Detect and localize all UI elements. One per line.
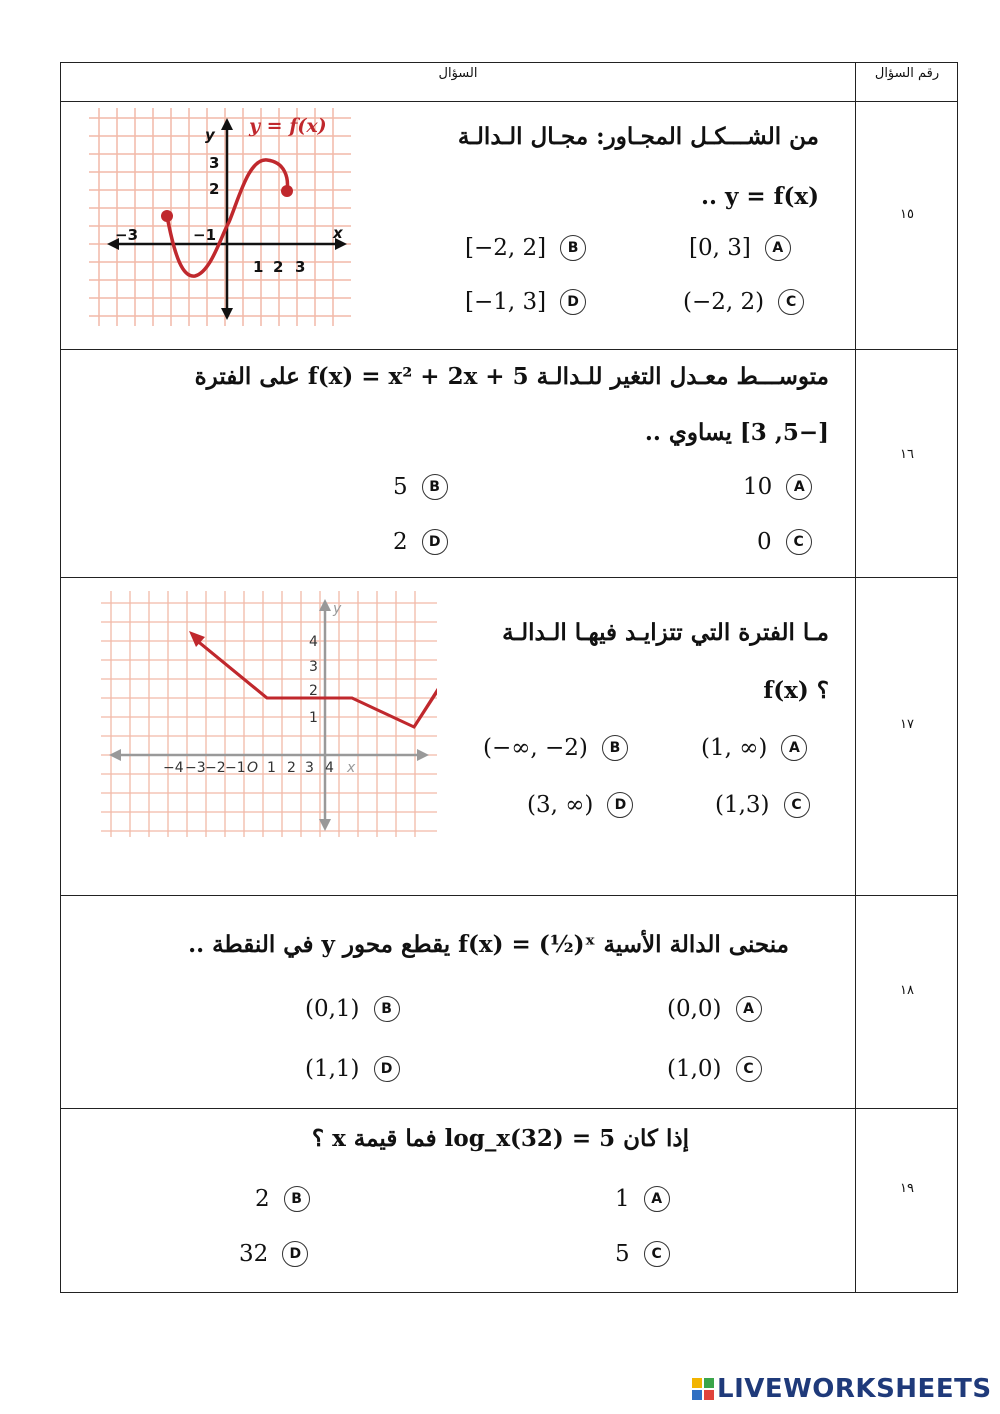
option-c-q17[interactable] xyxy=(715,787,810,821)
svg-text:2: 2 xyxy=(309,683,318,699)
option-value: 2 xyxy=(393,529,408,555)
option-value: 10 xyxy=(743,474,773,500)
option-letter[interactable]: B xyxy=(560,235,586,261)
option-value: (0,1) xyxy=(305,996,360,1022)
question-17-stem-line2: ؟ f(x) xyxy=(763,677,829,704)
option-letter[interactable]: B xyxy=(602,735,628,761)
row-divider xyxy=(61,101,957,102)
option-b-q17[interactable] xyxy=(483,730,628,764)
option-c-q18[interactable] xyxy=(667,1051,762,1085)
option-value: (1,1) xyxy=(305,1056,360,1082)
option-value: 2 xyxy=(255,1186,270,1212)
option-a-q15[interactable] xyxy=(689,230,791,264)
question-number-17: ١٧ xyxy=(900,717,914,732)
row-divider xyxy=(61,577,957,578)
svg-text:3: 3 xyxy=(305,760,314,776)
option-a-q19[interactable] xyxy=(615,1181,670,1215)
option-a-q16[interactable] xyxy=(743,469,812,503)
question-16-stem-line2: [−5, 3] يساوي .. xyxy=(644,419,829,446)
svg-text:3: 3 xyxy=(209,154,220,172)
q15-graph xyxy=(89,108,351,326)
svg-text:y: y xyxy=(205,126,215,144)
svg-text:−3: −3 xyxy=(185,760,206,776)
option-letter[interactable]: A xyxy=(765,235,791,261)
option-a-q18[interactable] xyxy=(667,991,762,1025)
svg-text:−2: −2 xyxy=(205,760,226,776)
option-b-q19[interactable] xyxy=(255,1181,310,1215)
option-letter[interactable]: A xyxy=(786,474,812,500)
svg-text:3: 3 xyxy=(295,258,306,276)
option-value: (1,0) xyxy=(667,1056,722,1082)
option-letter[interactable]: D xyxy=(422,529,448,555)
option-a-q17[interactable] xyxy=(701,730,807,764)
svg-text:2: 2 xyxy=(273,258,284,276)
option-b-q16[interactable] xyxy=(393,469,448,503)
column-header-number: رقم السؤال xyxy=(874,66,940,81)
option-d-q19[interactable] xyxy=(239,1236,308,1270)
question-17-stem-line1: مـا الفترة التي تتزايـد فيهـا الـدالـة xyxy=(502,619,829,646)
option-letter[interactable]: C xyxy=(778,289,804,315)
svg-text:−3: −3 xyxy=(115,226,139,244)
question-15-stem-line1: من الشـــكـل المجـاور: مجـال الـدالـة xyxy=(457,123,819,150)
option-letter[interactable]: A xyxy=(736,996,762,1022)
option-value: (−2, 2) xyxy=(683,289,765,315)
svg-text:y: y xyxy=(333,601,342,617)
option-value: 5 xyxy=(615,1241,630,1267)
option-letter[interactable]: C xyxy=(784,792,810,818)
option-letter[interactable]: C xyxy=(736,1056,762,1082)
option-letter[interactable]: B xyxy=(284,1186,310,1212)
option-b-q15[interactable] xyxy=(465,230,586,264)
option-value: (1,3) xyxy=(715,792,770,818)
svg-text:−1: −1 xyxy=(193,226,217,244)
brand-text: LIVEWORKSHEETS xyxy=(717,1374,992,1404)
option-value: (0,0) xyxy=(667,996,722,1022)
option-d-q17[interactable] xyxy=(527,787,633,821)
option-value: (1, ∞) xyxy=(701,735,768,761)
svg-text:3: 3 xyxy=(309,659,318,675)
option-letter[interactable]: B xyxy=(422,474,448,500)
svg-text:4: 4 xyxy=(309,634,318,650)
svg-text:1: 1 xyxy=(267,760,276,776)
svg-text:x: x xyxy=(333,224,343,242)
svg-text:1: 1 xyxy=(309,710,318,726)
column-header-question: السؤال xyxy=(438,66,478,81)
column-divider xyxy=(855,63,856,1292)
worksheet-table xyxy=(60,62,958,1293)
question-15-stem-line2: .. y = f(x) xyxy=(700,183,819,210)
question-number-18: ١٨ xyxy=(900,983,914,998)
option-c-q16[interactable] xyxy=(757,524,812,558)
option-d-q16[interactable] xyxy=(393,524,448,558)
option-letter[interactable]: D xyxy=(607,792,633,818)
option-value: 32 xyxy=(239,1241,269,1267)
option-letter[interactable]: C xyxy=(786,529,812,555)
row-divider xyxy=(61,895,957,896)
option-letter[interactable]: D xyxy=(560,289,586,315)
row-divider xyxy=(61,1108,957,1109)
svg-text:4: 4 xyxy=(325,760,334,776)
option-letter[interactable]: B xyxy=(374,996,400,1022)
svg-text:x: x xyxy=(347,760,356,776)
question-number-16: ١٦ xyxy=(900,447,914,462)
q15-graph-label: y = f(x) xyxy=(249,115,327,137)
option-b-q18[interactable] xyxy=(305,991,400,1025)
option-letter[interactable]: A xyxy=(644,1186,670,1212)
option-d-q18[interactable] xyxy=(305,1051,400,1085)
svg-text:2: 2 xyxy=(287,760,296,776)
option-c-q19[interactable] xyxy=(615,1236,670,1270)
svg-text:−4: −4 xyxy=(163,760,184,776)
option-letter[interactable]: D xyxy=(282,1241,308,1267)
question-number-15: ١٥ xyxy=(900,207,914,222)
liveworksheets-logo xyxy=(692,1374,992,1408)
option-value: [0, 3] xyxy=(689,235,751,261)
option-value: 5 xyxy=(393,474,408,500)
svg-text:−1: −1 xyxy=(225,760,246,776)
option-d-q15[interactable] xyxy=(465,284,586,318)
option-value: (3, ∞) xyxy=(527,792,594,818)
q17-graph xyxy=(101,591,437,837)
liveworksheets-logo-icon xyxy=(692,1378,714,1400)
option-letter[interactable]: C xyxy=(644,1241,670,1267)
option-value: [−1, 3] xyxy=(465,289,547,315)
svg-text:O: O xyxy=(247,760,259,776)
question-16-stem-line1: متوســـط معـدل التغير للـدالـة f(x) = x² + 2x + 5 على الفترة xyxy=(194,363,829,390)
option-letter[interactable]: D xyxy=(374,1056,400,1082)
question-number-19: ١٩ xyxy=(900,1181,914,1196)
svg-text:2: 2 xyxy=(209,180,220,198)
question-19-stem: إذا كان log_x(32) = 5 فما قيمة x ؟ xyxy=(311,1125,689,1152)
svg-text:1: 1 xyxy=(253,258,264,276)
option-value: 0 xyxy=(757,529,772,555)
option-c-q15[interactable] xyxy=(683,284,804,318)
option-value: 1 xyxy=(615,1186,630,1212)
option-value: [−2, 2] xyxy=(465,235,547,261)
option-letter[interactable]: A xyxy=(781,735,807,761)
question-18-stem: منحنى الدالة الأسية f(x) = (½)ˣ يقطع محور y في النقطة .. xyxy=(188,931,789,958)
option-value: (−∞, −2) xyxy=(483,735,588,761)
